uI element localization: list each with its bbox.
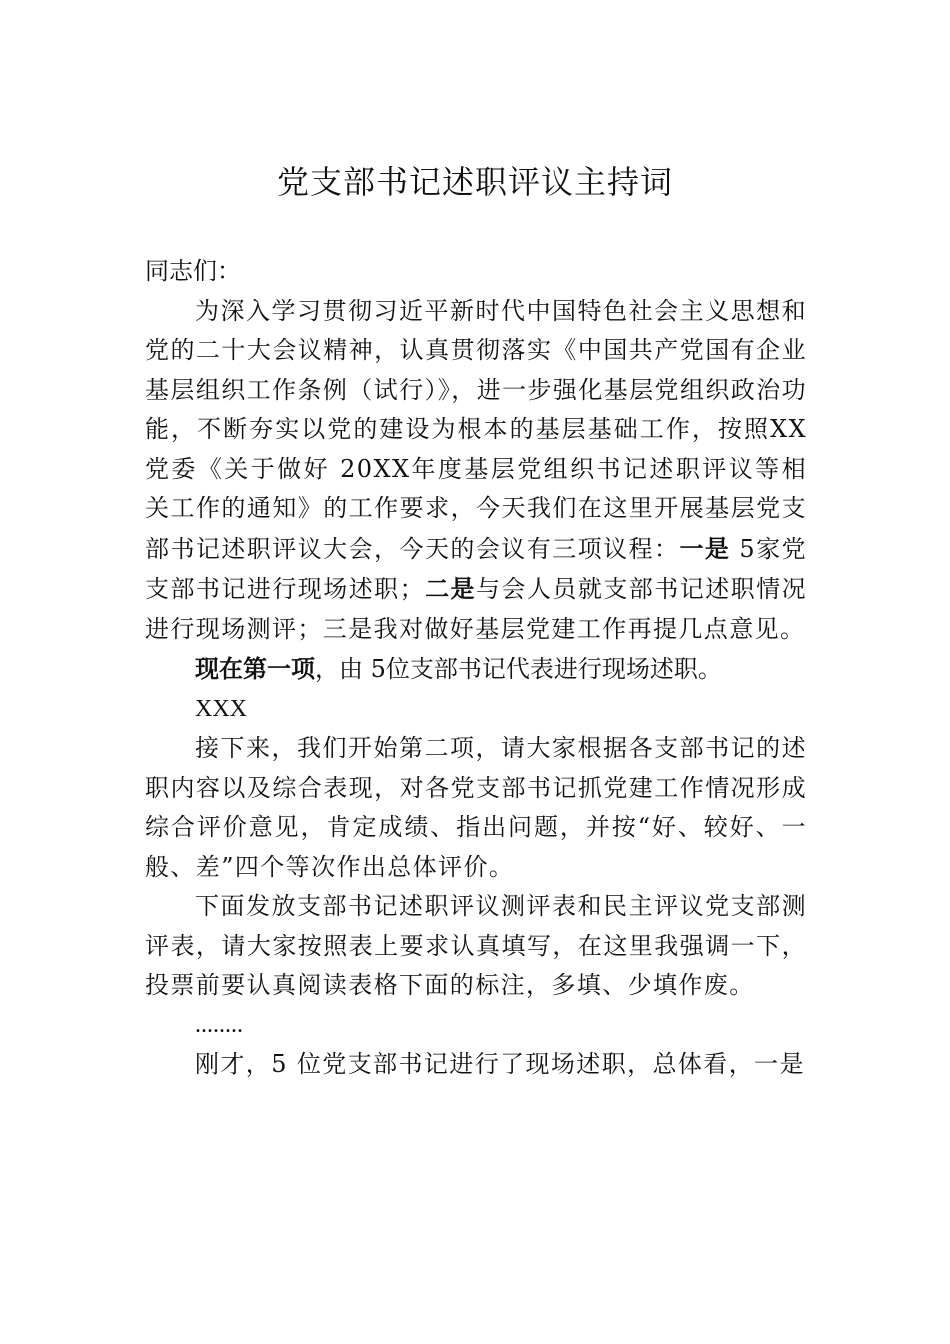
agenda-item-1-text: 5家党支部书记进行现场述职； [145,534,807,603]
paragraph-second-item: 接下来，我们开始第二项，请大家根据各支部书记的述职内容以及综合表现，对各党支部书记抓党建工作情况形成综合评价意见，肯定成绩、指出问题，并按“好、较好、一般、差”四个等次作出总体评价。 [145,734,807,881]
salutation: 同志们： [145,257,241,285]
intro-text: 为深入学习贯彻习近平新时代中国特色社会主义思想和党的二十大会议精神，认真贯彻落实《中国共产党国有企业基层组织工作条例（试行）》，进一步强化基层党组织政治功能，不断夯实以党的建设为根本的基层基础工作，按照XX党委《关于做好 20XX年度基层党组织书记述职评议等相关工作的通知》的工作要求，今天我们在这里开展基层党支部书记述职评议大会，今天的会议有三项议程： [145,296,807,563]
document-title: 党支部书记述职评议主持词 [276,163,673,201]
agenda-item-1-label: 一是 [679,533,731,563]
first-item-label: 现在第一项 [195,654,315,683]
first-item-text: ，由 5位支部书记代表进行现场述职。 [315,655,722,683]
agenda-item-2-text: 与会人员就支部书记述职情况进行现场测评；三是我对做好基层党建工作再提几点意见。 [145,575,807,643]
ellipsis-line: ........ [195,1011,243,1038]
paragraph-ballot-instructions: 下面发放支部书记述职评议测评表和民主评议党支部测评表，请大家按照表上要求认真填写，在这里我强调一下，投票前要认真阅读表格下面的标注，多填、少填作废。 [145,892,807,999]
paragraph-summary: 刚才，5 位党支部书记进行了现场述职，总体看，一是 [195,1050,805,1078]
paragraph-intro [145,292,807,650]
agenda-item-2-label: 二是 [425,574,477,603]
placeholder-name: XXX [195,695,247,722]
document-body [145,252,807,1085]
paragraph-first-item [145,649,807,690]
